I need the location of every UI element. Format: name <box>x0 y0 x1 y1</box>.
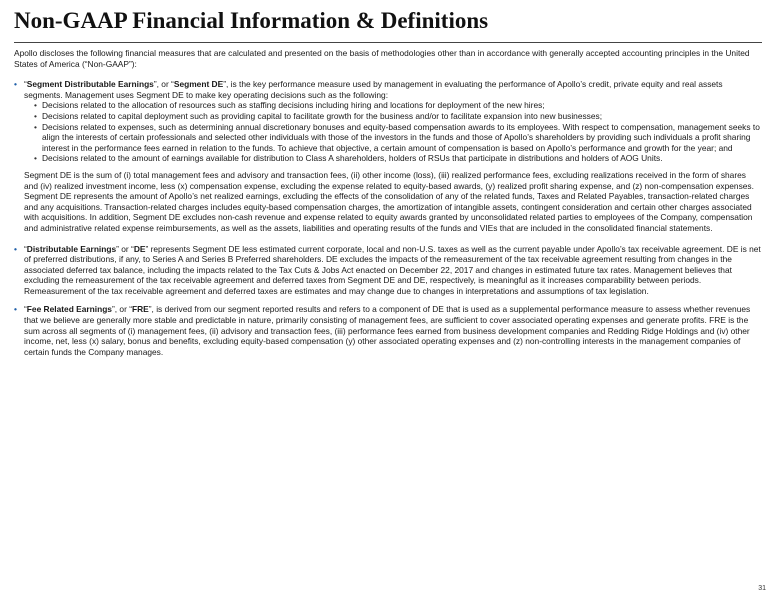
bullet-icon: • <box>34 121 37 132</box>
bullet-icon: • <box>14 79 17 90</box>
term-distributable-earnings: Distributable Earnings <box>26 243 117 254</box>
term-segment-de: Segment DE <box>173 79 224 90</box>
de-text: ” represents Segment DE less estimated current corporate, local and non-U.S. taxes as well as the current payable under Apollo’s tax receivable agreement. DE is net of preferred distributions, if any, to Series A and Series B Preferred shareholders. DE excludes the impacts of the remeasurement of the tax receivable agreement resulting from changes in the associated deferred tax balance, including the impacts related to the Tax Cuts & Jobs Act enacted on December 22, 2017 and changes in estimated future tax rates. Management believes that excluding the remeasurement of the tax receivable agreement and deferred taxes from Segment DE and DE, respectively, is meaningful as it increases comparability between periods. Remeasurement of the tax receivable agreement and deferred taxes are estimates and may change due to changes in interpretations and assumptions of tax legislation. <box>24 243 761 296</box>
list-item: • Decisions related to the allocation of resources such as staffing decisions including hiring and locations for deployment of the new hires; <box>34 100 545 111</box>
list-item: • Decisions related to the amount of earnings available for distribution to Class A shareholders, holders of RSUs that participate in distributions and holders of AOG Units. <box>34 153 663 164</box>
list-item: • Decisions related to expenses, such as determining annual discretionary bonuses and equity-based compensation awards to its employees. With respect to compensation, management seeks to align the interests of certain professionals and selected other individuals with those of the investors in the funds and those of Apollo’s shareholders by providing such individuals a profit sharing interest in the performance fees earned in relation to the funds. To achieve that objective, a certain amount of compensation is based on Apollo’s performance and growth for the year; and <box>34 121 760 153</box>
term-separator: ” or “ <box>116 243 134 254</box>
de-definition <box>14 244 762 297</box>
fre-definition <box>14 304 762 357</box>
page-title: Non-GAAP Financial Information & Definitions <box>14 8 489 33</box>
term-de: DE <box>133 243 146 254</box>
definitions-body <box>14 48 762 363</box>
bullet-icon: • <box>34 100 37 111</box>
list-item: • Decisions related to capital deployment such as providing capital to facilitate growth for the business and/or to facilitate expansion into new businesses; <box>34 110 603 121</box>
segment-de-explanation: Segment DE is the sum of (i) total management fees and advisory and transaction fees, (ii) other income (loss), (iii) realized performance fees, excluding realizations received in the form of shares and (iv) realized investment income, less (x) compensation expense, excluding the expense related to equity-based awards, (y) realized profit sharing expense, and (z) non-compensation expenses. Segment DE represents the amount of Apollo’s net realized earnings, excluding the effects of the consolidation of any of the related funds, Taxes and Related Payables, transaction-related charges and any acquisitions. Transaction-related charges includes equity-based compensation charges, the amortization of intangible assets, contingent consideration and certain other charges associated with acquisitions. In addition, Segment DE excludes non-cash revenue and expense related to equity awards granted by unconsolidated related parties to employees of the Company, compensation and administrative related expense reimbursements, as well as the assets, liabilities and operating results of the funds and VIEs that are included in the consolidated financial statements. <box>24 169 754 233</box>
term-separator: ”, or “ <box>153 79 174 90</box>
title-divider <box>14 42 762 43</box>
term-segment-distributable-earnings: Segment Distributable Earnings <box>26 79 154 90</box>
open-quote: “ <box>24 79 27 90</box>
bullet-icon: • <box>14 243 17 254</box>
segment-de-definition <box>14 79 762 233</box>
segment-de-text: ”, is the key performance measure used by management in evaluating the performance of Apollo’s credit, private equity and real assets segments. Management uses Segment DE to make key operating decisions such as the following: <box>24 79 723 100</box>
term-separator: ”, or “ <box>111 304 132 315</box>
open-quote: “ <box>24 243 27 254</box>
page-number: 31 <box>758 585 766 592</box>
bullet-icon: • <box>14 304 17 315</box>
open-quote: “ <box>24 304 27 315</box>
fre-text: ”, is derived from our segment reported results and refers to a component of DE that is used as a supplemental performance measure to assess whether revenues that we believe are generally more stable and predictable in nature, primarily consisting of management fees, are sufficient to cover associated operating expenses and generate profits. FRE is the sum across all segments of (i) management fees, (ii) advisory and transaction fees, (iii) performance fees earned from business development companies and Redding Ridge Holdings and (iv) other income, net, less (x) salary, bonus and benefits, excluding equity-based compensation (y) other associated operating expenses and (z) non-controlling interests in the management companies of certain funds the Company manages. <box>24 304 751 357</box>
bullet-icon: • <box>34 110 37 121</box>
term-fre: FRE <box>132 304 149 315</box>
intro-paragraph: Apollo discloses the following financial measures that are calculated and presented on the basis of methodologies other than in accordance with generally accepted accounting principles in the United States of America (“Non-GAAP”): <box>14 48 750 69</box>
segment-de-uses-list <box>34 100 762 164</box>
bullet-icon: • <box>34 153 37 164</box>
term-fee-related-earnings: Fee Related Earnings <box>26 304 112 315</box>
